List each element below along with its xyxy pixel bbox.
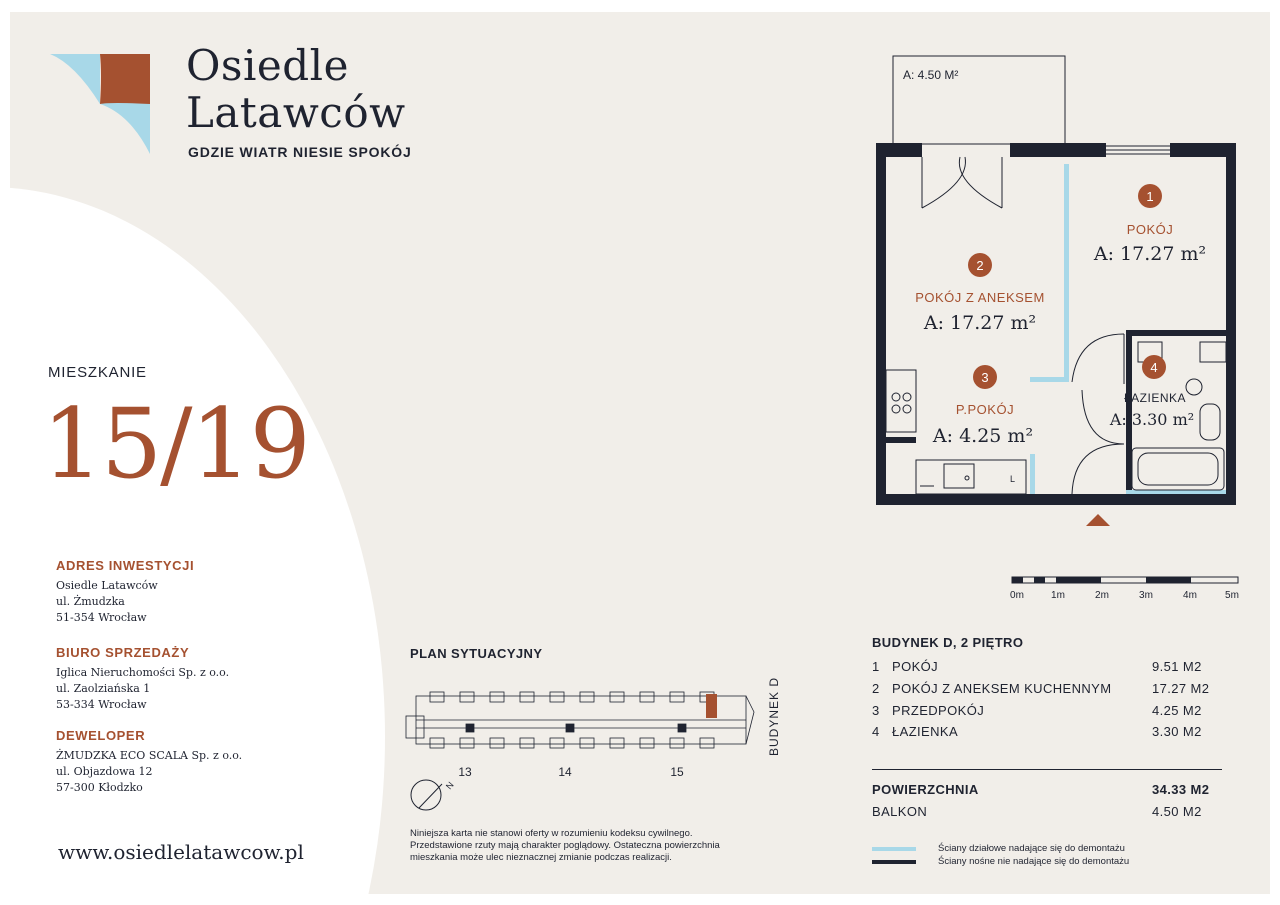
svg-text:A: 17.27 m²: A: 17.27 m²	[923, 312, 1037, 334]
legend-row-bearing	[872, 855, 1129, 868]
address-line: 51-354 Wrocław	[56, 611, 147, 624]
room-name: POKÓJ	[892, 659, 939, 675]
investment-address-heading: ADRES INWESTYCJI	[56, 558, 195, 573]
building-label: 14	[558, 765, 572, 779]
room-row	[872, 721, 1222, 743]
developer-heading: DEWELOPER	[56, 728, 146, 743]
summary-divider	[872, 769, 1222, 770]
address-line: 53-334 Wrocław	[56, 698, 147, 711]
brand-title-line1: Osiedle	[186, 41, 349, 90]
room-name: ŁAZIENKA	[892, 724, 959, 740]
apartment-label: MIESZKANIE	[48, 364, 147, 381]
room-marker-2	[915, 253, 1045, 334]
address-line: ul. Zaolziańska 1	[56, 682, 151, 695]
room-name: POKÓJ Z ANEKSEM KUCHENNYM	[892, 681, 1112, 697]
svg-text:A: 17.27 m²: A: 17.27 m²	[1093, 243, 1207, 265]
legend-text: Ściany nośne nie nadające się do demontażu	[938, 856, 1130, 867]
disclaimer	[410, 828, 770, 864]
svg-text:2: 2	[976, 258, 984, 273]
disclaimer-line: Niniejsza karta nie stanowi oferty w rozumieniu kodeksu cywilnego.	[410, 828, 693, 839]
bearing-wall-swatch	[872, 860, 916, 864]
address-line: ŻMUDZKA ECO SCALA Sp. z o.o.	[56, 749, 243, 762]
room-row	[872, 656, 1222, 678]
balcony-doors	[922, 157, 1002, 208]
svg-text:4: 4	[1150, 360, 1158, 375]
svg-text:ŁAZIENKA: ŁAZIENKA	[1123, 391, 1187, 405]
sales-office-heading: BIURO SPRZEDAŻY	[56, 645, 190, 660]
room-marker-4	[1109, 355, 1194, 429]
room-area: 4.25 M2	[1152, 702, 1202, 718]
svg-text:POKÓJ: POKÓJ	[1126, 222, 1174, 237]
scale-bar	[1010, 577, 1239, 601]
svg-text:P.POKÓJ: P.POKÓJ	[955, 402, 1015, 417]
svg-text:A: 3.30 m²: A: 3.30 m²	[1109, 410, 1195, 429]
address-line: 57-300 Kłodzko	[56, 781, 143, 794]
room-marker-1	[1093, 184, 1206, 265]
legend-text: Ściany działowe nadające się do demontażu	[938, 843, 1125, 854]
scale-label: 4m	[1183, 590, 1197, 601]
wall-legend	[872, 842, 1129, 868]
scale-label: 2m	[1095, 590, 1109, 601]
scale-label: 1m	[1051, 590, 1065, 601]
room-list	[872, 656, 1222, 743]
building-name-label: BUDYNEK D	[767, 676, 781, 756]
brand-title-line2: Latawców	[186, 88, 406, 137]
window	[1106, 146, 1170, 154]
room-row	[872, 678, 1222, 700]
scale-label: 5m	[1225, 590, 1239, 601]
address-line: ul. Żmudzka	[56, 595, 125, 608]
legend-row-partition	[872, 842, 1129, 855]
room-number: 2	[872, 681, 880, 697]
building-label: 15	[670, 765, 684, 779]
website-link[interactable]: www.osiedlelatawcow.pl	[58, 840, 304, 864]
balcony-area-label: A: 4.50 M²	[903, 68, 959, 82]
balcony-area-row	[872, 800, 1222, 822]
balcony-value: 4.50 M2	[1152, 803, 1202, 819]
entrance-marker	[1086, 514, 1110, 526]
room-row	[872, 699, 1222, 721]
svg-text:A: 4.25 m²: A: 4.25 m²	[932, 425, 1034, 447]
room-number: 3	[872, 702, 880, 718]
disclaimer-line: Przedstawione rzuty mają charakter poglądowy. Ostateczna powierzchnia	[410, 840, 720, 851]
total-area-row	[872, 778, 1222, 800]
scale-label: 3m	[1139, 590, 1153, 601]
svg-text:POKÓJ Z ANEKSEM: POKÓJ Z ANEKSEM	[915, 290, 1045, 305]
address-line: ul. Objazdowa 12	[56, 765, 153, 778]
page-sheet	[10, 12, 1270, 894]
scale-label: 0m	[1010, 590, 1024, 601]
brand-tagline: GDZIE WIATR NIESIE SPOKÓJ	[188, 144, 412, 160]
svg-text:1: 1	[1146, 189, 1154, 204]
svg-text:L: L	[1010, 474, 1016, 484]
partition-wall-swatch	[872, 847, 916, 851]
building-label: 13	[458, 765, 472, 779]
room-name: PRZEDPOKÓJ	[892, 702, 985, 718]
floor-plan-drawing	[10, 12, 1270, 894]
room-area: 9.51 M2	[1152, 659, 1202, 675]
highlighted-apartment	[706, 694, 717, 718]
room-marker-3	[932, 365, 1033, 447]
site-plan-heading: PLAN SYTUACYJNY	[410, 646, 543, 661]
room-number: 1	[872, 659, 880, 675]
disclaimer-line: mieszkania może ulec nieznacznej zmianie podczas realizacji.	[410, 852, 672, 863]
total-area-value: 34.33 M2	[1152, 781, 1210, 797]
total-area-label: POWIERZCHNIA	[872, 781, 979, 797]
apartment-number: 15/19	[42, 388, 309, 500]
address-line: Iglica Nieruchomości Sp. z o.o.	[56, 666, 230, 679]
building-heading: BUDYNEK D, 2 PIĘTRO	[872, 635, 1024, 650]
area-summary	[872, 778, 1222, 822]
site-plan	[406, 692, 754, 748]
address-line: Osiedle Latawców	[56, 579, 158, 592]
room-number: 4	[872, 724, 880, 740]
north-label: N	[443, 779, 456, 792]
balcony-label: BALKON	[872, 803, 928, 819]
compass-icon	[411, 780, 456, 810]
room-area: 3.30 M2	[1152, 724, 1202, 740]
svg-text:3: 3	[981, 370, 989, 385]
room-area: 17.27 M2	[1152, 681, 1210, 697]
